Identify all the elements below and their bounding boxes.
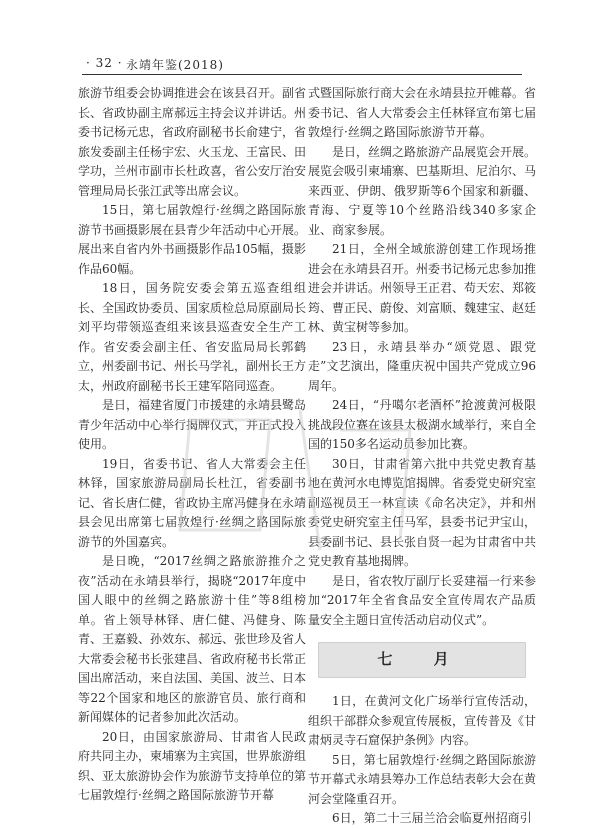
paragraph: 是日，福建省厦门市援建的永靖县鹭岛青少年活动中心举行揭牌仪式，并正式投入使用。 <box>78 398 307 451</box>
paragraph: 23日，永靖县举办“颂党恩、跟党走”文艺演出，隆重庆祝中国共产党成立96周年。 <box>308 339 536 393</box>
right-column-lower <box>308 692 536 829</box>
right-column <box>308 84 536 829</box>
running-header <box>82 52 522 76</box>
header-rule <box>82 74 522 75</box>
left-column <box>78 84 306 806</box>
paragraph: 18日，国务院安委会第五巡查组组长、全国政协委员、国家质检总局原副局长刘平均带领巡查组来该县巡查安全生产工作。省安委会副主任、省安监局局长郭鹤立，州委副书记、州长马学礼，副州长王方太，州政府副秘书长王建军陪同巡查。 <box>78 281 307 393</box>
paragraph: 30日，甘肃省第六批中共党史教育基地在黄河水电博览馆揭牌。省委党史研究室副巡视员王一林宣读《命名决定》，并和州委党史研究室主任马军，县委书记尹宝山，县委副书记、县长张自贤一起为甘肃省中共党史教育基地揭牌。 <box>308 456 537 568</box>
paragraph: 旅游节组委会协调推进会在该县召开。副省长、省政协副主席郝远主持会议并讲话。州委书记杨元忠，省政府副秘书长俞建宁，省旅发委副主任杨宇宏、火玉龙、王富民、田学功，兰州市副市长杜政喜，省公安厅治安管理局局长张江武等出席会议。 <box>78 86 307 198</box>
paragraph: 24日，“丹噶尔老酒杯”抢渡黄河极限挑战段位赛在该县太极湖水域举行，来自全国的150多名运动员参加比赛。 <box>308 398 537 451</box>
paragraph: 5日，第七届敦煌行·丝绸之路国际旅游节开幕式永靖县筹办工作总结表彰大会在黄河会堂隆重召开。 <box>308 752 537 806</box>
page-number: · 32 · <box>86 56 123 70</box>
paragraph: 是日，丝绸之路旅游产品展览会开展。展览会吸引柬埔寨、巴基斯坦、尼泊尔、马来西亚、伊朗、俄罗斯等6个国家和新疆、青海、宁夏等10个丝路沿线340多家企业、商家参展。 <box>308 144 537 237</box>
book-title: 永靖年鉴(2018) <box>126 58 224 72</box>
paragraph: 19日，省委书记、省人大常委会主任林铎，国家旅游局副局长杜江，省委副书记、省长唐仁健，省政协主席冯健身在永靖县会见出席第七届敦煌行·丝绸之路国际旅游节的外国嘉宾。 <box>78 456 307 549</box>
month-heading-box <box>318 642 526 678</box>
paragraph: 21日，全州全域旅游创建工作现场推进会在永靖县召开。州委书记杨元忠参加推进会并讲话。州领导王正君、苟天宏、郑筱筠、曹正民、蔚俊、刘富顺、魏建宝、赵廷林、黄宝树等参加。 <box>308 242 537 334</box>
paragraph: 是日晚，“2017丝绸之路旅游推介之夜”活动在永靖县举行，揭晓“2017年度中国人眼中的丝绸之路旅游十佳”等8组榜单。省上领导林铎、唐仁健、冯健身、陈青、王嘉毅、孙效东、郝远、张世珍及省人大常委会秘书长张建昌、省政府秘书长常正国出席活动，来自法国、美国、波兰、日本等22个国家和地区的旅游官员、旅行商和新闻媒体的记者参加此次活动。 <box>78 554 307 724</box>
paragraph: 6日，第二十三届兰洽会临夏州招商引 <box>332 811 532 825</box>
paragraph: 1日，在黄河文化广场举行宣传活动，组织干部群众参观宣传展板，宣传普及《甘肃炳灵寺石窟保护条例》内容。 <box>308 694 537 747</box>
paragraph: 20日，由国家旅游局、甘肃省人民政府共同主办，柬埔寨为主宾国，世界旅游组织、亚太旅游协会作为旅游节支持单位的第七届敦煌行·丝绸之路国际旅游节开幕 <box>78 729 307 802</box>
paragraph: 式暨国际旅行商大会在永靖县拉开帷幕。省委书记、省人大常委会主任林铎宣布第七届敦煌行·丝绸之路国际旅游节开幕。 <box>308 86 537 139</box>
right-column-upper <box>308 84 536 630</box>
paragraph: 是日，省农牧厅副厅长妥建福一行来参加“2017年全省食品安全宣传周农产品质量安全主题日宣传活动启动仪式”。 <box>308 573 537 627</box>
paragraph: 15日，第七届敦煌行·丝绸之路国际旅游节书画摄影展在县青少年活动中心开展。展出来自省内外书画摄影作品105幅，摄影作品60幅。 <box>78 203 307 276</box>
month-heading: 七 月 <box>377 650 467 669</box>
